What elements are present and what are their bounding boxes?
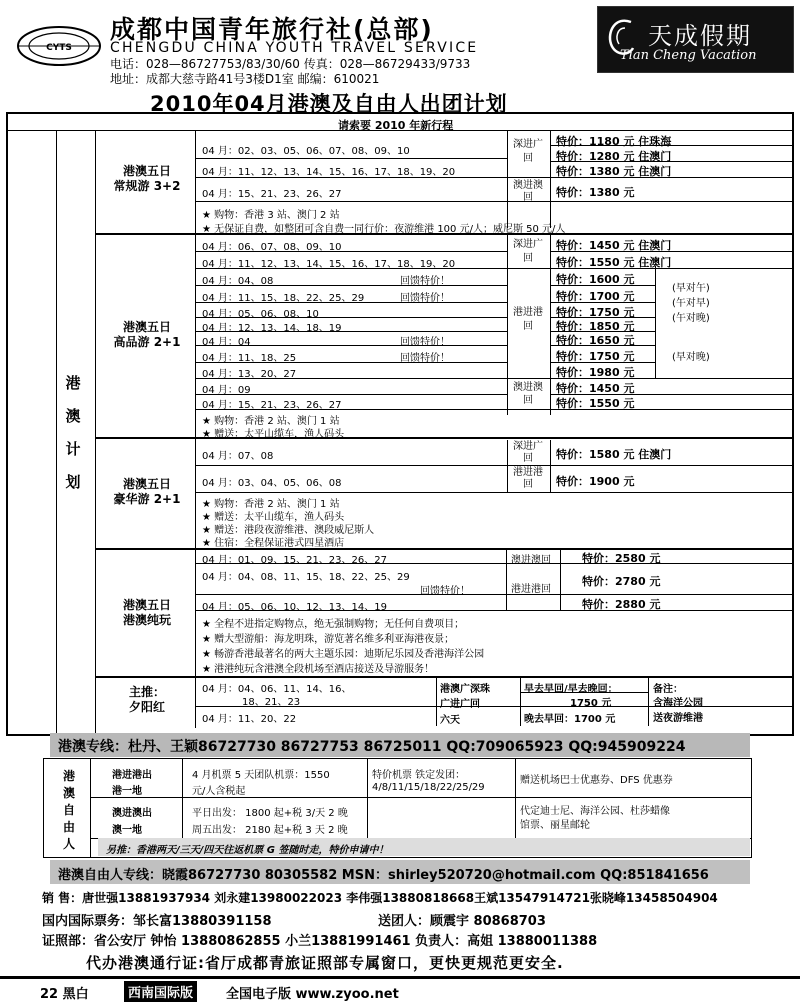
flight-note: (早对午) <box>672 283 710 294</box>
price: 特价：1380 元 <box>556 186 635 199</box>
ziyou-hotline: 港澳自由人专线：晓霞86727730 80305582 MSN：shirley520720@hotmail.com QQ:851841656 <box>58 868 709 883</box>
footer-page: 22 黑白 <box>40 987 89 1002</box>
ziyou-route: 澳一地 <box>112 825 142 836</box>
ziyou-detail: 平日出发： 1800 起+税 3/天 2 晚 <box>192 808 348 819</box>
side-label-4: 划 <box>65 473 81 491</box>
date-row: 04 月：06、07、08、09、10 <box>202 242 342 253</box>
ziyou-gift: 赠送机场巴士优惠券、DFS 优惠券 <box>520 775 673 786</box>
price: 特价：1450 元 住澳门 <box>556 239 672 252</box>
note: ★ 购物：香港 2 站、澳门 1 站 <box>202 499 340 510</box>
date-row: 04 月：03、04、05、06、08 <box>202 478 342 489</box>
side-label-1: 港 <box>65 374 81 392</box>
ziyou-side-label <box>58 768 80 853</box>
price: 特价：1850 元 <box>556 320 635 333</box>
route: 深进广回 <box>513 239 543 264</box>
date-row: 04 月：13、20、27 <box>202 369 297 380</box>
route: 澳进澳回 <box>513 382 543 406</box>
date-row: 04 月：11、20、22 <box>202 714 297 725</box>
remark: 备注： <box>653 684 683 695</box>
page-title: 2010年04月港澳及自由人出团计划 <box>150 92 508 116</box>
date-row: 04 月：11、15、18、22、25、29 <box>202 293 365 304</box>
visa-slogan: 代办港澳通行证:省厅成都青旅证照部专属窗口，更快更规范更安全. <box>86 954 564 972</box>
price: 特价：1900 元 <box>556 475 635 488</box>
price: 特价：1750 元 <box>556 306 635 319</box>
route: 澳进澳回 <box>511 555 551 566</box>
section-name: 港澳五日 港澳纯玩 <box>122 598 171 627</box>
flight-note: (午对晚) <box>672 313 710 324</box>
remark: 送夜游维港 <box>653 713 703 724</box>
ziyou-route: 港一地 <box>112 786 142 797</box>
date-row: 04 月：09 <box>202 385 251 396</box>
date-row: 04 月：02、03、05、06、07、08、09、10 <box>202 146 410 157</box>
price: 1750 元 <box>570 698 612 709</box>
date-row: 04 月：01、09、15、21、23、26、27 <box>202 555 387 566</box>
price: 特价：1450 元 <box>556 382 635 395</box>
ziyou-mid: 特价机票 铁定发团： <box>372 770 466 781</box>
price: 特价：2780 元 <box>582 575 661 588</box>
company-name-cn: 成都中国青年旅行社(总部) <box>110 15 434 44</box>
date-row: 04 月：05、06、08、10 <box>202 309 319 320</box>
date-row: 04 月：04、08、11、15、18、22、25、29 <box>202 572 410 583</box>
side-label-3: 计 <box>65 440 81 458</box>
route: 港进港回 <box>513 467 543 490</box>
hk-macau-hotline: 港澳专线：杜丹、王颖86727730 86727753 86725011 QQ:709065923 QQ:945909224 <box>58 739 686 755</box>
cyts-logo <box>16 24 102 68</box>
footer-site: 全国电子版 www.zyoo.net <box>226 987 399 1002</box>
date-row: 04 月：12、13、14、18、19 <box>202 323 342 334</box>
price: 特价：1580 元 住澳门 <box>556 448 672 461</box>
inline-note: 回馈特价！ <box>400 293 450 304</box>
note: ★ 住宿：全程保证港式四星酒店 <box>202 538 345 549</box>
date-row: 04 月：15、21、23、26、27 <box>202 400 342 411</box>
side-char: 自 <box>62 803 75 817</box>
ziyou-gift: 馆票、丽星邮轮 <box>520 820 590 831</box>
address-line: 地址：成都大慈寺路41号3楼D1室 邮编：610021 <box>110 72 380 86</box>
note: ★ 赠送：太平山缆车，渔人码头 <box>202 512 345 523</box>
route: 港澳广深珠 <box>440 684 490 695</box>
note: ★ 港港纯玩含港澳全段机场至酒店接送及导游服务！ <box>202 664 435 675</box>
note: ★ 赠大型游船：海龙明珠，游览著名维多利亚海港夜景； <box>202 634 455 645</box>
route: 广进广回 <box>440 699 480 710</box>
price: 特价：1180 元 住珠海 <box>556 135 672 148</box>
note: ★ 购物：香港 2 站、澳门 1 站 <box>202 416 340 427</box>
date-row: 04 月：11、12、13、14、15、16、17、18、19、20 <box>202 259 456 270</box>
price: 特价：1700 元 <box>556 290 635 303</box>
sendoff-line: 送团人：顾震宇 80868703 <box>378 914 546 929</box>
price: 特价：1600 元 <box>556 273 635 286</box>
date-row: 18、21、23 <box>242 697 301 708</box>
note: ★ 赠送：太平山缆车，渔人码头 <box>202 429 345 440</box>
date-row: 04 月：07、08 <box>202 451 274 462</box>
side-char: 由 <box>62 820 75 834</box>
price: 特价：2580 元 <box>582 552 661 565</box>
ziyou-detail: 4 月机票 5 天团队机票：1550 <box>192 770 330 781</box>
phone-fax-line: 电话：028—86727753/83/30/60 传真：028—86729433/9733 <box>110 57 471 71</box>
price: 特价：1550 元 <box>556 397 635 410</box>
date-row: 04 月：04 <box>202 337 251 348</box>
date-row: 04 月：05、06、10、12、13、14、19 <box>202 602 387 613</box>
price: 特价：2880 元 <box>582 598 661 611</box>
flight-note: (早对晚) <box>672 352 710 363</box>
inline-note: 回馈特价！ <box>420 586 470 597</box>
section-name: 港澳五日 常规游 3+2 <box>113 164 181 193</box>
flight-note: (午对早) <box>672 298 710 309</box>
note: ★ 畅游香港最著名的两大主题乐园：迪斯尼乐园及香港海洋公园 <box>202 649 485 660</box>
route: 六天 <box>440 715 460 726</box>
route: 港进港回 <box>511 584 551 595</box>
footer-rule <box>0 976 800 979</box>
date-row: 04 月：04、06、11、14、16、 <box>202 684 352 695</box>
date-row: 04 月：11、12、13、14、15、16、17、18、19、20 <box>202 167 456 178</box>
section-name: 港澳五日 高品游 2+1 <box>113 320 181 349</box>
ziyou-detail: 元/人含税起 <box>192 786 246 797</box>
side-char: 人 <box>62 837 75 851</box>
route: 深进广回 <box>513 139 543 164</box>
route: 港进港回 <box>513 307 543 332</box>
ziyou-detail: 周五出发： 2180 起+税 3 天 2 晚 <box>192 825 348 836</box>
ziyou-note: 另推：香港两天/三天/四天往返机票 G 签随时走，特价申请中！ <box>106 845 389 856</box>
route: 深进广回 <box>513 441 543 464</box>
ticket-line: 国内国际票务：邹长富13880391158 <box>42 914 272 929</box>
note: ★ 赠送：港段夜游维港、澳段威尼斯人 <box>202 525 375 536</box>
price: 特价：1280 元 住澳门 <box>556 150 672 163</box>
price: 特价：1650 元 <box>556 334 635 347</box>
inline-note: 回馈特价！ <box>400 276 450 287</box>
remark: 含海洋公园 <box>653 698 703 709</box>
side-label-2: 澳 <box>65 407 81 425</box>
note: ★ 无保证自费，如整团可含自费一同行价：夜游维港 100 元/人；威尼斯 50 元/人 <box>202 224 566 235</box>
route: 澳进澳回 <box>513 180 543 203</box>
note: ★ 购物：香港 3 站、澳门 2 站 <box>202 210 340 221</box>
ziyou-gift: 代定迪士尼、海洋公园、杜莎蜡像 <box>520 806 670 817</box>
date-row: 04 月：11、18、25 <box>202 353 297 364</box>
section-name: 港澳五日 豪华游 2+1 <box>113 477 181 506</box>
date-row: 04 月：04、08 <box>202 276 274 287</box>
price: 早去早回/早去晚回： <box>524 684 618 695</box>
note: ★ 全程不进指定购物点，绝无强制购物；无任何自费项目； <box>202 619 465 630</box>
footer-edition-tag: 西南国际版 <box>124 981 197 1002</box>
section-name: 主推： 夕阳红 <box>128 685 165 714</box>
price: 特价：1980 元 <box>556 366 635 379</box>
price: 特价：1550 元 住澳门 <box>556 256 672 269</box>
brand-name-en: Tian Cheng Vacation <box>620 48 757 63</box>
ziyou-mid: 4/8/11/15/18/22/25/29 <box>372 782 485 793</box>
brand-name-cn: 天成假期 <box>648 22 752 50</box>
side-char: 澳 <box>62 786 75 800</box>
price: 特价：1380 元 住澳门 <box>556 165 672 178</box>
visa-line: 证照部：省公安厅 钟怡 13880862855 小兰13881991461 负责人：高姐 13880011388 <box>42 934 598 949</box>
table-notice: 请索要 2010 年新行程 <box>338 119 454 132</box>
ziyou-route: 港进港出 <box>112 770 152 781</box>
svg-text:CYTS: CYTS <box>46 43 72 53</box>
inline-note: 回馈特价！ <box>400 353 450 364</box>
price: 晚去早回：1700 元 <box>524 714 616 725</box>
price: 特价：1750 元 <box>556 350 635 363</box>
company-name-en: CHENGDU CHINA YOUTH TRAVEL SERVICE <box>110 40 479 56</box>
sales-line: 销 售：唐世强13881937934 刘永建13980022023 李伟强13880818668王斌13547914721张晓峰13458504904 <box>42 891 718 905</box>
side-char: 港 <box>62 769 75 783</box>
date-row: 04 月：15、21、23、26、27 <box>202 189 342 200</box>
inline-note: 回馈特价！ <box>400 337 450 348</box>
ziyou-route: 澳进澳出 <box>112 808 152 819</box>
